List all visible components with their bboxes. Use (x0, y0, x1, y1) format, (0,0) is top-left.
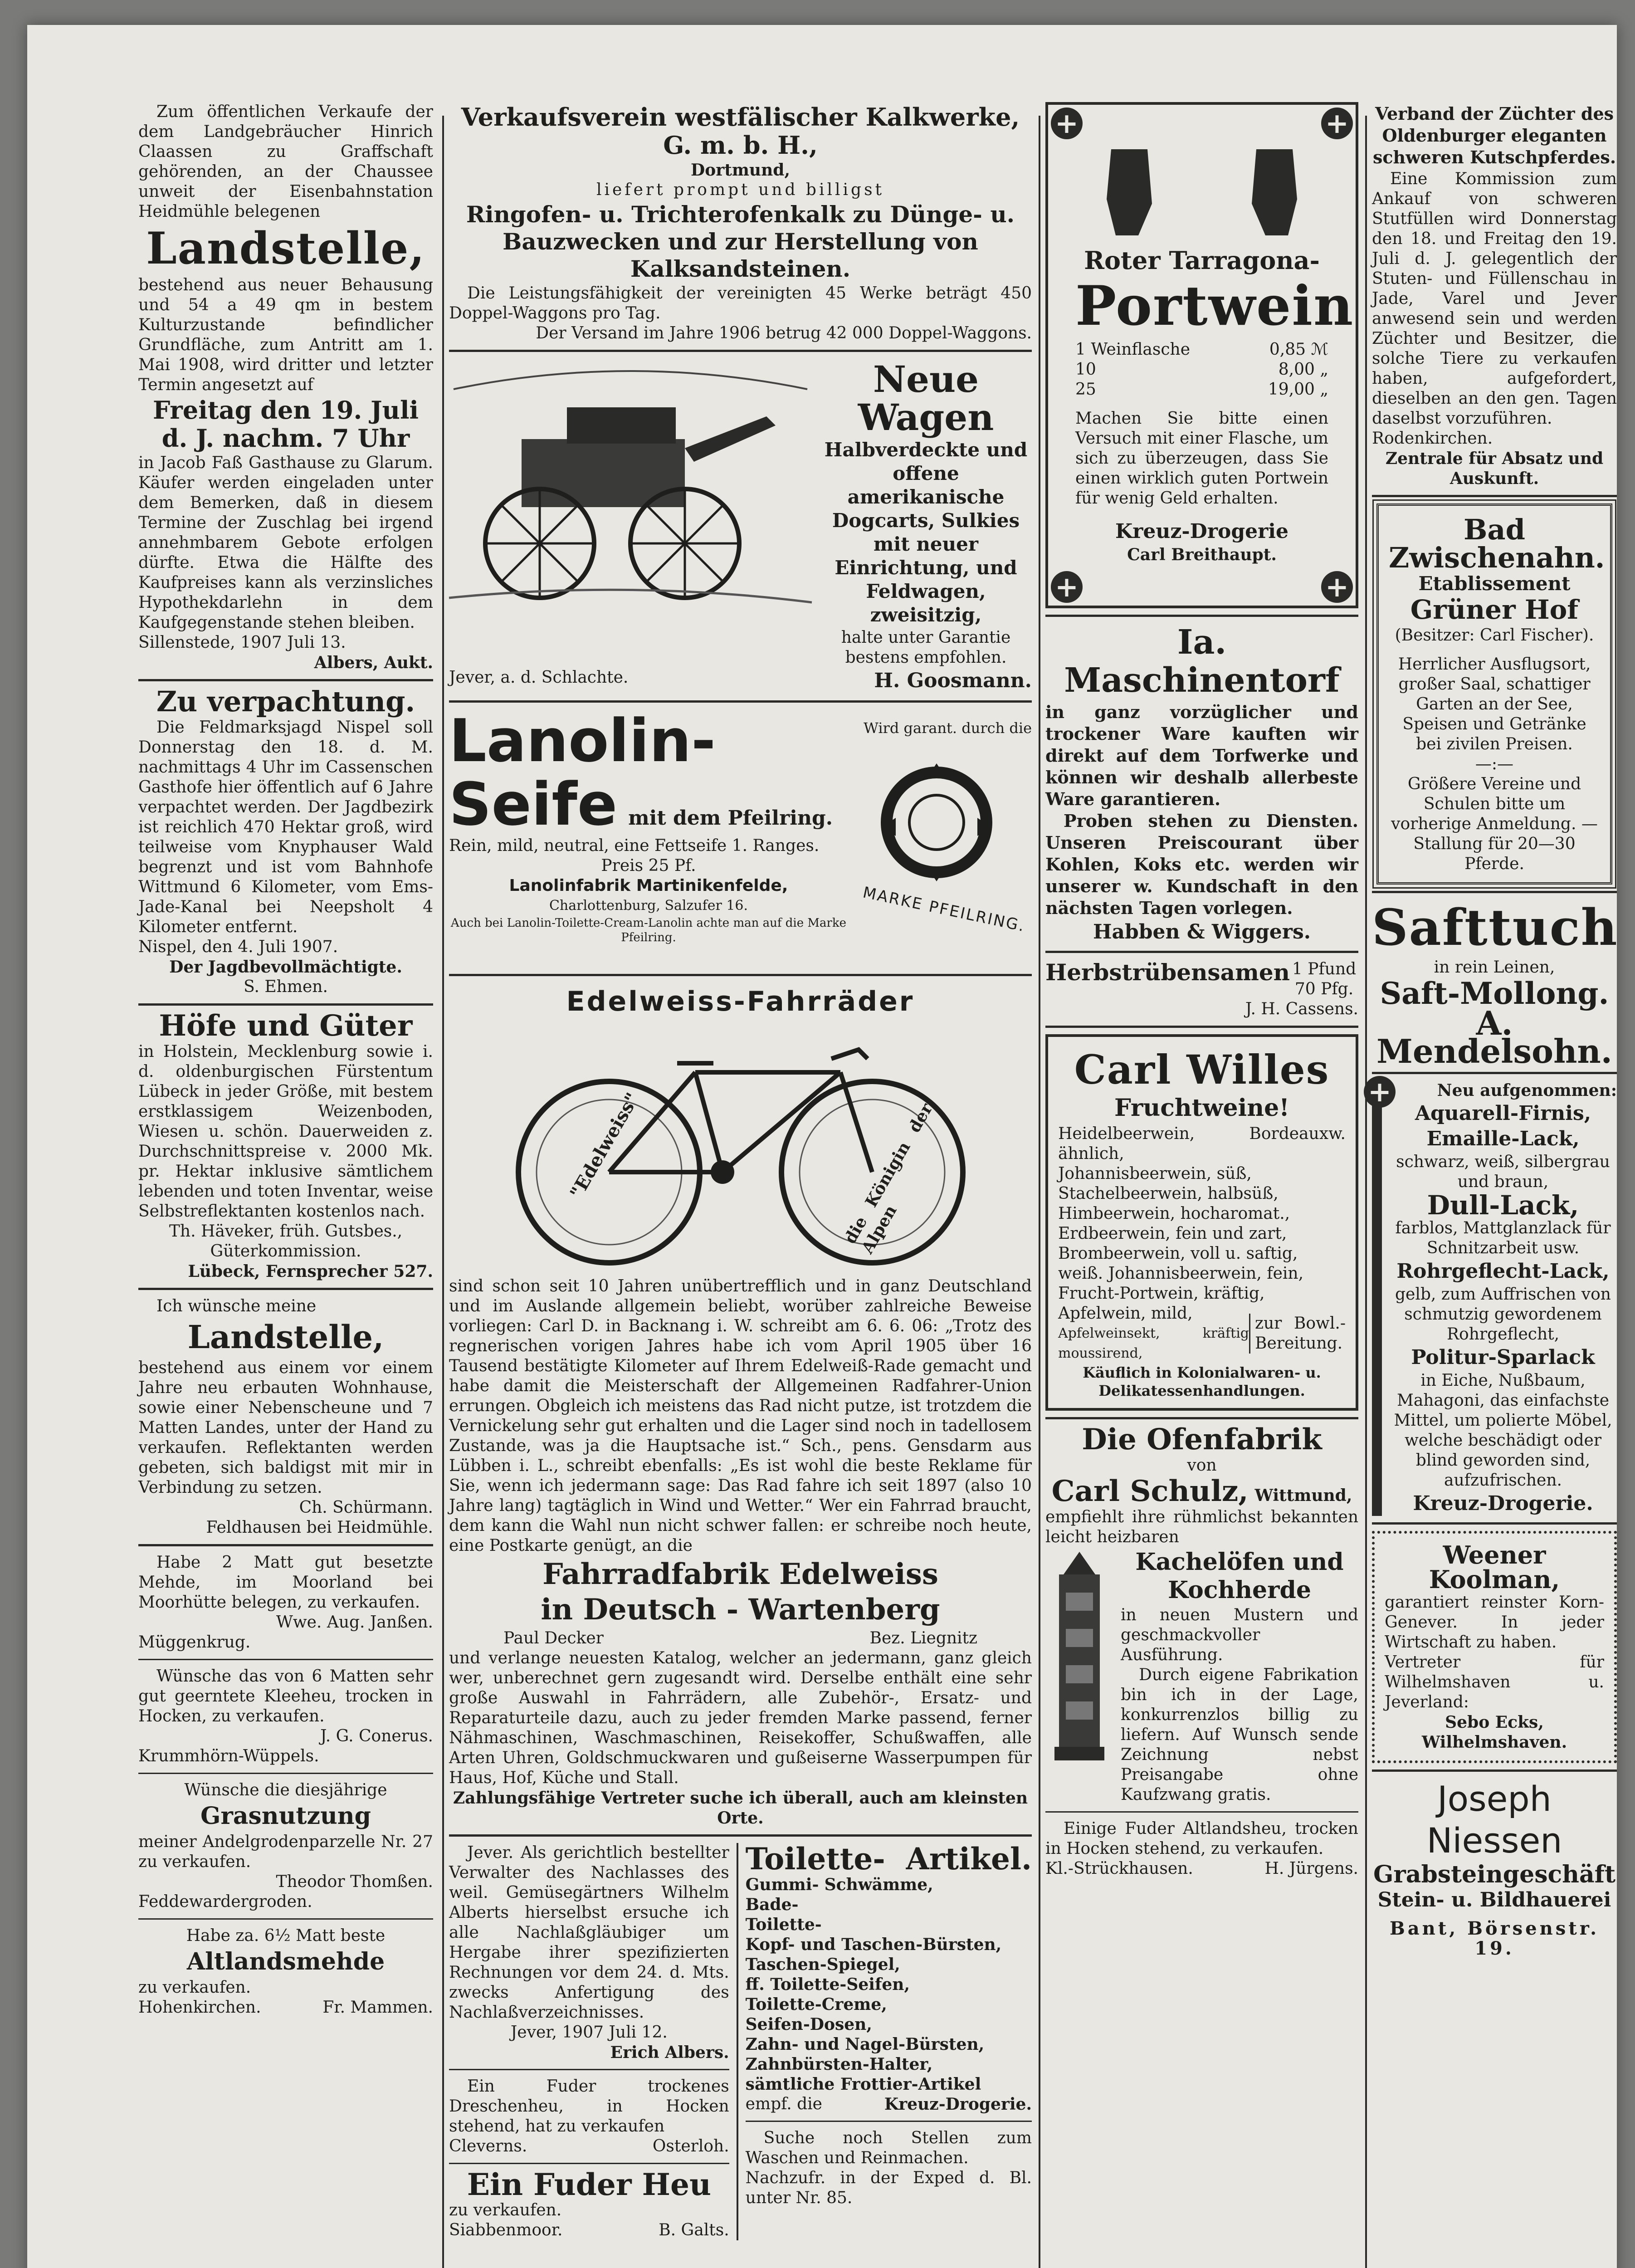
ad-place: Hohenkirchen. (138, 1998, 261, 2017)
divider (449, 974, 1032, 976)
ad-left: Gummi-Bade-Toilette- (745, 1875, 822, 1934)
ad-place: Siabbenmoor. (449, 2221, 563, 2239)
price-row (1075, 380, 1328, 400)
ad-intro: Zum öffentlichen Verkaufe der dem Landgebräucher Hinrich Claassen zu Graffschaft gehörenden, an der Chaussee unweit der Eisenbahnstation Heidmühle belegenen (138, 103, 433, 221)
ad-hoefe (138, 1009, 433, 1281)
ad-subtitle: Stein- u. Bildhauerei (1377, 1888, 1611, 1911)
ad-altland (138, 1926, 433, 2018)
ad-owner-row (449, 1628, 1032, 1648)
ad-place: Rodenkirchen. (1372, 429, 1493, 448)
ad-signer: J. G. Conerus. (320, 1727, 433, 1745)
ad-place: Feddewardergroden. (138, 1892, 312, 1911)
ad-item: Kopf- und Taschen-Bürsten, (745, 1935, 1002, 1954)
ad-title: Weener Koolman, (1429, 1540, 1560, 1594)
ad-signer: Wwe. Aug. Janßen. (276, 1613, 433, 1632)
lack-desc: in Eiche, Nußbaum, Mahagoni, das einfachste Mittel, um polierte Möbel, welche beschädigt oder blind geworden sind, aufzufrischen. (1394, 1371, 1612, 1490)
ad-item: Zahn- und Nagel-Bürsten, (745, 2035, 985, 2054)
ad-title: Joseph Niessen (1426, 1779, 1562, 1861)
bottom-right-ads (746, 1843, 1032, 2240)
ad-date: Freitag den 19. Juli d. J. nachm. 7 Uhr (153, 396, 419, 453)
price-qty: 1 Weinflasche (1075, 340, 1191, 359)
ad-tagline: liefert prompt und billigst (596, 181, 885, 199)
price-row (1075, 340, 1328, 360)
ad-item: Zahnbürsten-Halter, (745, 2055, 933, 2074)
ad-ofen-content (1045, 1547, 1358, 1805)
ad-body: Nachzufr. in der Exped d. Bl. unter Nr. 85. (745, 2169, 1032, 2207)
ad-subtitle: Etablissement (1418, 572, 1571, 595)
ad-mark: MARKE PFEILRING. (861, 883, 1028, 936)
divider (449, 2163, 729, 2164)
pfeilring-logo-icon (855, 759, 1018, 895)
price-row (1075, 360, 1328, 380)
divider (138, 1544, 433, 1546)
ad-subtitle: mit dem Pfeilring. (628, 807, 833, 830)
ad-title: Verband der Züchter des Oldenburger eleganten schweren Kutschpferdes. (1372, 103, 1616, 167)
ad-guarantee: Wird garant. durch die (863, 719, 1032, 737)
divider (138, 1003, 433, 1006)
ad-item: sämtliche Frottier-Artikel (745, 2075, 981, 2094)
ad-place: Nispel, den 4. Juli 1907. (138, 938, 338, 956)
ad-owner: Carl Breithaupt. (1127, 545, 1277, 564)
ad-place: Jever, 1907 Juli 12. (510, 2023, 668, 2042)
ad-body: in neuen Mustern und geschmackvoller Ausführung. (1121, 1606, 1358, 1664)
ad-title: Landstelle, (187, 1318, 384, 1356)
ad-line: weiß. Johannisbeerwein, fein, (1058, 1264, 1304, 1283)
ad-portwein (1045, 102, 1358, 608)
ad-body: Vertreter für Wilhelmshaven u. Jeverland: (1385, 1653, 1604, 1711)
ad-von: von (1187, 1456, 1217, 1475)
ad-samen (1045, 959, 1358, 1019)
ad-edelweiss (449, 982, 1032, 1828)
ad-note: Auch bei Lanolin-Toilette-Cream-Lanolin achte man auf die Marke Pfeilring. (450, 916, 847, 944)
column-1 (138, 102, 433, 2018)
ad-body: in Holstein, Mecklenburg sowie i. d. oldenburgischen Fürstentum Lübeck in jeder Größe, mit bestem erstklassigem Weizenboden, Wiesen u. schön. Dauerweiden z. Durchschnittspreise v. 2000 Mk. pr. Hektar inklusive sämtlichem lebenden und toten Inventar, weise Selbstreflektanten kostenlos nach. (138, 1042, 433, 1221)
ad-title: Herbstrübensamen (1045, 959, 1290, 986)
ad-firm: A. Mendelsohn. (1376, 1004, 1612, 1070)
ad-title: Neue Wagen (858, 358, 994, 439)
ad-signer: Cleverns. (449, 2137, 527, 2156)
ad-city: Dortmund, (691, 161, 790, 180)
ad-kalkwerke (449, 103, 1032, 343)
ad-bowl-group (1058, 1304, 1346, 1364)
ad-body: Herrlicher Ausflugsort, großer Saal, schattiger Garten an der See, Speisen und Getränke bei zivilen Preisen. (1398, 655, 1591, 753)
ad-head: Neu aufgenommen: (1437, 1081, 1617, 1100)
ad-title: Carl Willes (1074, 1046, 1330, 1093)
ad-signer: Theodor Thomßen. (276, 1872, 433, 1891)
ad-body: Durch eigene Fabrikation bin ich in der Lage, konkurrenzlos billig zu liefern. Auf Wunsch sende Zeichnung nebst Preisangabe ohne Kaufzwang gratis. (1121, 1666, 1358, 1804)
ad-role: Der Jagdbevollmächtigte. (169, 958, 402, 977)
ad-firm: Kreuz-Drogerie. (1413, 1492, 1593, 1515)
ad-text (820, 358, 1032, 668)
ad-title: Portwein (1075, 274, 1354, 338)
column-rule (1365, 116, 1367, 2268)
ad-title: Grasnutzung (200, 1802, 371, 1830)
ad-place: Sillenstede, 1907 Juli 13. (138, 633, 346, 652)
divider (1045, 1026, 1358, 1028)
ad-firm-row (1045, 1476, 1358, 1507)
ad-line: Himbeerwein, hocharomat., (1058, 1204, 1290, 1223)
ad-mehde (138, 1553, 433, 1652)
cross-icon: + (1364, 1076, 1396, 1108)
wheel-label-left: "Edelweiss" (565, 1089, 644, 1202)
ad-footer (138, 1998, 433, 2018)
ad-qty: 1 Pfund 70 Pfg. (1292, 960, 1357, 998)
ad-ofen (1045, 1422, 1358, 1805)
ad-line: Brombeerwein, voll u. saftig, (1058, 1244, 1298, 1263)
ad-signer: Th. Häveker, früh. Gutsbes., Güterkommission. (169, 1222, 403, 1261)
ad-body: in ganz vorzüglicher und trockener Ware kauften wir direkt auf dem Torfwerke und können wir deshalb allerbeste Ware garantieren. (1045, 702, 1358, 809)
ad-firm: in Deutsch - Wartenberg (541, 1593, 940, 1627)
ad-subtitle: Grabsteingeschäft (1373, 1861, 1616, 1888)
ad-footer (449, 2136, 729, 2156)
divider (138, 1288, 433, 1290)
ad-signer: Fr. Mammen. (322, 1998, 433, 2017)
bicycle-illustration (505, 1022, 976, 1276)
ad-title: Ein Fuder Heu (467, 2167, 711, 2202)
ad-line: Johannisbeerwein, süß, (1058, 1164, 1252, 1183)
ad-niessen (1372, 1778, 1617, 1959)
cross-icon: + (1051, 571, 1083, 603)
column-4 (1368, 102, 1618, 1959)
ad-body: sind schon seit 10 Jahren unübertrefflich und in ganz Deutschland und im Auslande allgemein beliebt, worüber zahlreiche Beweise vorliegen: Carl D. in Backnang i. W. schreibt am 6. 6. 06: „Trotz des regnerischen vorigen Jahres habe ich vom April 1905 über 16 Tausend bestätigte Kilometer auf Ihrem Edelweiß-Rade gemacht und habe damit die Meisterschaft der Allgemeinen Radfahrer-Union errungen. Obgleich ich meistens das Rad nicht putze, ist trotzdem die Vernickelung sehr gut erhalten und die Lager sind noch in tadellosem Zustande, was ja die Hauptsache ist.“ Sch., pens. Gensdarm aus Lübben i. L., schreibt ebenfalls: „Es ist wohl die beste Reklame für Sie, wenn ich jedermann sage: Das Rad fahre ich seit 1897 (also 10 Jahre lang) tagtäglich in Wind und Wetter.“ Wer ein Fahrrad braucht, dem kann die Wahl nun nicht schwer fallen: er schreibe noch heute, eine Postkarte genügt, an die (449, 1277, 1032, 1555)
ad-wagen (449, 358, 1032, 668)
ad-item: Taschen-Spiegel, (745, 1955, 900, 1974)
divider (449, 1834, 1032, 1837)
divider (449, 2069, 729, 2070)
ad-line: Heidelbeerwein, Bordeauxw. ähnlich, (1058, 1124, 1346, 1163)
price-value: 0,85 ℳ (1269, 340, 1328, 359)
ad-verband (1372, 103, 1617, 489)
ad-altlandheu (1045, 1819, 1358, 1879)
column-rule (1039, 116, 1040, 2268)
ad-place: Lübeck, Fernsprecher 527. (188, 1262, 433, 1281)
ad-body: Der Versand im Jahre 1906 betrug 42 000 Doppel-Waggons. (536, 324, 1032, 342)
ad-line: Apfelweinsekt, kräftig moussirend, (1058, 1325, 1249, 1361)
divider (1372, 1522, 1617, 1525)
ad-firm: Carl Schulz, (1051, 1474, 1249, 1508)
lack-desc: schwarz, weiß, silbergrau und braun, (1396, 1153, 1610, 1191)
ad-product: Kachelöfen und Kochherde (1135, 1548, 1344, 1604)
ad-right: Schwämme, (824, 1875, 933, 1894)
divider (138, 679, 433, 681)
ad-samen-row (1045, 959, 1358, 999)
ad-heu-1 (449, 2077, 729, 2156)
price-qty: 10 (1075, 360, 1096, 379)
ad-footer (449, 2220, 729, 2240)
pointing-hands-icon (1084, 145, 1320, 244)
ad-title: Altlandsmehde (186, 1948, 385, 1975)
ad-ofen-text (1121, 1547, 1358, 1805)
ad-gruener-hof (1376, 503, 1612, 885)
ad-willes (1045, 1034, 1358, 1411)
ad-body: Wünsche das von 6 Matten sehr gut geerntete Kleeheu, trocken in Hocken, zu verkaufen. (138, 1667, 433, 1725)
cross-icon: + (1051, 108, 1083, 139)
ad-price: Preis 25 Pf. (601, 856, 696, 875)
ad-subtitle: Saft-Mollong. (1380, 976, 1609, 1011)
lack-name: Politur-Sparlack (1411, 1346, 1595, 1369)
divider (1372, 1769, 1617, 1772)
ad-address: Bant, Börsenstr. 19. (1389, 1918, 1600, 1959)
ad-koolman (1372, 1531, 1617, 1763)
ad-lines (1058, 1124, 1346, 1364)
ad-title-row (745, 1841, 1032, 1877)
ad-lanolin (449, 706, 1032, 968)
column-rule (737, 1843, 738, 2240)
ad-place: Krummhörn-Wüppels. (138, 1747, 319, 1765)
ad-place: Kl.-Strückhausen. (1045, 1859, 1193, 1878)
ad-signer: Ch. Schürmann. (299, 1498, 433, 1517)
ad-owner: (Besitzer: Carl Fischer). (1395, 626, 1594, 645)
ad-safttuch (1372, 898, 1618, 1070)
ad-items (746, 1935, 1032, 2094)
ad-intro: Ich wünsche meine (156, 1297, 317, 1315)
ad-subtitle: in rein Leinen, (1434, 958, 1555, 977)
ad-body: Halbverdeckte und offene amerikanische Dogcarts, Sulkies mit neuer Einrichtung, und Feldwagen, zweisitzig, (824, 439, 1028, 626)
ad-body: Einige Fuder Altlandsheu, trocken in Hocken stehend, zu verkaufen. (1045, 1819, 1358, 1858)
ad-line: Frucht-Portwein, kräftig, (1058, 1284, 1265, 1303)
ad-body: Rein, mild, neutral, eine Fettseife 1. Ranges. (449, 836, 820, 855)
ad-title: Zu verpachtung. (156, 685, 415, 718)
divider (138, 1659, 433, 1660)
ad-body: Jever. Als gerichtlich bestellter Verwalter des Nachlasses des weil. Gemüsegärtners Wilhelm Alberts hierselbst ersuche ich alle Nachlaßgläubiger um Hergabe ihrer spezifizierten Rechnungen vor dem 24. d. Mts. zwecks Anfertigung des Nachlaßverzeichnisses. (449, 1843, 729, 2022)
ad-firm: Kreuz-Drogerie. (884, 2095, 1032, 2114)
ad-subtitle: Roter Tarragona- (1084, 246, 1320, 275)
ad-title: Seife (449, 770, 618, 839)
bottom-left-ads (449, 1843, 729, 2240)
ad-title: Die Ofenfabrik (1082, 1422, 1322, 1457)
ad-body: Eine Kommission zum Ankauf von schweren Stutfüllen wird Donnerstag den 18. und Freitag den 19. Juli d. J. gelegentlich der Stuten- und Füllenschau in Jade, Varel und Jever anwesend sein und werden Züchter und Besitzer, die solche Tiere zu verkaufen haben, aufgefordert, dieselben an den gen. Tagen daselbst vorzuführen. (1372, 170, 1617, 428)
lack-desc: gelb, zum Auffrischen von schmutzig gewordenem Rohrgeflecht, (1395, 1285, 1611, 1344)
ad-firm: H. Goosmann. (874, 669, 1032, 692)
lack-name: Emaille-Lack, (1426, 1127, 1580, 1150)
ad-firm: J. H. Cassens. (1245, 1000, 1358, 1018)
ad-firm: Kreuz-Drogerie (1115, 520, 1288, 543)
divider (1045, 615, 1358, 617)
ad-body: bestehend aus neuer Behausung und 54 a 49 qm in bestem Kulturzustande befindlicher Grundfläche, zum Antritt am 1. Mai 1908, wird dritter und letzter Termin angesetzt auf (138, 276, 433, 394)
ad-body: Ein Fuder trockenes Dreschenheu, in Hocken stehend, hat zu verkaufen (449, 2077, 729, 2136)
ad-district: Bez. Liegnitz (869, 1629, 977, 1647)
ad-footer: Zahlungsfähige Vertreter suche ich überall, auch am kleinsten Orte. (453, 1789, 1028, 1828)
ad-owner: Paul Decker (503, 1629, 604, 1647)
ad-body: garantiert reinster Korn-Genever. In jeder Wirtschaft zu haben. (1385, 1593, 1604, 1652)
ad-wagen-footer (449, 668, 1032, 694)
ad-subtitle: Fruchtweine! (1114, 1094, 1289, 1122)
newspaper-page (27, 25, 1617, 2268)
divider (746, 2121, 1032, 2122)
ad-body: Proben stehen zu Diensten. Unseren Preiscourant über Kohlen, Koks etc. werden wir unserer w. Kundschaft in den nächsten Tagen vorlegen. (1045, 811, 1358, 918)
ad-city: Wittmund, (1254, 1486, 1352, 1505)
ad-toilette (745, 1841, 1032, 2114)
divider (1045, 1417, 1358, 1419)
ad-klee (138, 1667, 433, 1766)
ad-body: und verlange neuesten Katalog, welcher an jedermann, ganz gleich wer, unberechnet gern zugesandt wird. Derselbe enthält eine sehr große Auswahl in Fahrrädern, alle Zubehör-, Ersatz- und Reparaturteile dazu, auch zu jeder fremden Marke passend, ferner Nähmaschinen, Waschmaschinen, Reisekoffer, Schußwaffen, alle Arten Uhren, Goldschmuckwaren und gußeiserne Wasserpumpen für Haus, Hof, Küche und Stall. (449, 1649, 1032, 1787)
ad-alberts (449, 1843, 729, 2063)
ad-heu-2 (449, 2167, 729, 2240)
ad-bowl: zur Bowl.-Bereitung. (1249, 1314, 1346, 1354)
ad-signer: Albers, Aukt. (314, 653, 433, 672)
ad-gras (138, 1780, 433, 1912)
ad-intro: Habe za. 6½ Matt beste (186, 1926, 386, 1945)
ad-title: Verkaufsverein westfälischer Kalkwerke, G. m. b. H., (461, 103, 1020, 160)
stove-icon (1045, 1547, 1113, 1765)
ad-firm: Habben & Wiggers. (1093, 920, 1311, 943)
ad-firm: Lanolinfabrik Martinikenfelde, (509, 876, 788, 895)
lack-name: Dull-Lack, (1427, 1190, 1579, 1221)
cross-icon: + (1321, 571, 1353, 603)
ad-jagd (138, 685, 433, 997)
ad-body: Die Leistungsfähigkeit der vereinigten 45 Werke beträgt 450 Doppel-Waggons pro Tag. (449, 284, 1032, 323)
divider (1372, 495, 1617, 497)
divider (449, 350, 1032, 352)
divider (138, 1918, 433, 1920)
ad-title: Höfe und Güter (159, 1009, 413, 1043)
column-2 (449, 102, 1032, 2240)
ad-body: in Jacob Faß Gasthause zu Glarum. Käufer werden eingeladen unter dem Bemerken, daß in diesem Termine der Zuschlag bei irgend annehmbarem Gebote erfolgen dürfte. Etwa die Hälfte des Kaufpreises kann als verzinsliches Hypothekdarlehn in dem Kaufgegenstande stehen bleiben. (138, 454, 433, 632)
ad-item: Toilette-Creme, (745, 1995, 887, 2014)
divider (1045, 1811, 1358, 1813)
ad-item: Seifen-Dosen, (745, 2015, 872, 2034)
ad-body: Die Feldmarksjagd Nispel soll Donnerstag den 18. d. M. nachmittags 4 Uhr im Cassenschen Gasthofe hier öffentlich auf 6 Jahre verpachtet werden. Der Jagdbezirk ist reichlich 470 Hektar groß, wird teilweise vom Knyphauser Wald begrenzt und ist vom Bahnhofe Wittmund 6 Kilometer, vom Ems-Jade-Kanal bei Neepsholt 4 Kilometer entfernt. (138, 718, 433, 936)
ad-torf (1045, 623, 1358, 944)
price-value: 19,00 „ (1268, 380, 1328, 399)
wheel-label-right: die Königin der Alpen (840, 1100, 937, 1257)
ad-signer: H. Jürgens. (1264, 1859, 1358, 1878)
ad-place: Osterloh. (652, 2137, 729, 2156)
ad-landstelle-1 (138, 102, 433, 673)
cross-icon: + (1321, 108, 1353, 139)
ad-body: meiner Andelgrodenparzelle Nr. 27 zu verkaufen. (138, 1833, 433, 1871)
ad-product: Ringofen- u. Trichterofenkalk zu Dünge- u. Bauzwecken und zur Herstellung von Kalksandsteinen. (466, 201, 1015, 282)
ad-role: Zentrale für Absatz und Auskunft. (1385, 449, 1604, 488)
ad-body: zu verkaufen. (449, 2201, 562, 2219)
ad-name: Grüner Hof (1410, 594, 1579, 625)
ad-line: Apfelwein, mild, (1058, 1304, 1193, 1323)
ad-body: bestehend aus einem vor einem Jahre neu erbauten Wohnhause, sowie einer Nebenscheune und 7 Matten Landes, unter der Hand zu verkaufen. Reflektanten werden gebeten, sich baldigst mit mir in Verbindung zu setzen. (138, 1359, 433, 1497)
ad-body: Suche noch Stellen zum Waschen und Reinmachen. (745, 2129, 1032, 2167)
divider (1045, 951, 1358, 953)
ad-footer-text: empf. die (745, 2095, 822, 2113)
price-value: 8,00 „ (1278, 360, 1328, 379)
ad-body: Größere Vereine und Schulen bitte um vorherige Anmeldung. — Stallung für 20—30 Pferde. (1391, 775, 1598, 873)
ad-agent: Sebo Ecks, Wilhelmshaven. (1421, 1713, 1567, 1752)
ad-item: ff. Toilette-Seifen, (745, 1975, 910, 1994)
ad-place: Müggenkrug. (138, 1633, 251, 1652)
ad-footer (746, 2094, 1032, 2114)
ad-line: Stachelbeerwein, halbsüß, (1058, 1184, 1279, 1203)
ad-address: Charlottenburg, Salzufer 16. (549, 898, 748, 914)
ad-stelle (746, 2128, 1032, 2208)
ad-signer: Erich Albers. (610, 2043, 729, 2062)
ad-title: Landstelle, (146, 223, 425, 274)
divider (1372, 1072, 1617, 1074)
ad-landstelle-2 (138, 1296, 433, 1538)
ad-title: Edelweiss-Fahrräder (566, 986, 915, 1017)
ad-place: Feldhausen bei Heidmühle. (206, 1518, 433, 1537)
ad-toilette-head (746, 1875, 1032, 1935)
ad-signer: B. Galts. (659, 2221, 729, 2239)
carriage-illustration (449, 362, 812, 616)
ad-separator: —:— (1475, 755, 1514, 773)
column-3 (1045, 102, 1358, 1879)
ad-title: Lanolin- (449, 706, 716, 775)
ad-title: Bad Zwischenahn. (1389, 513, 1605, 574)
ad-title: Ia. Maschinentorf (1064, 623, 1340, 700)
ad-footer (1045, 1859, 1358, 1879)
bottom-ads (449, 1843, 1032, 2240)
ad-title: Toilette- Artikel. (745, 1841, 1032, 1877)
ad-intro: Wünsche die diesjährige (184, 1781, 387, 1799)
ad-prices (1075, 340, 1328, 400)
lack-desc: farblos, Mattglanzlack für Schnitzarbeit usw. (1395, 1219, 1611, 1257)
ad-firm: Fahrradfabrik Edelweiss (542, 1557, 938, 1591)
ad-body: empfiehlt ihre rühmlichst bekannten leicht heizbaren (1045, 1508, 1358, 1546)
price-qty: 25 (1075, 380, 1096, 399)
ad-title: Safttuch (1372, 898, 1618, 957)
divider (1372, 891, 1617, 893)
divider (138, 1773, 433, 1774)
ad-lack (1368, 1075, 1617, 1516)
ad-line: Erdbeerwein, fein und zart, (1058, 1224, 1287, 1243)
ad-footer: Käuflich in Kolonialwaren- u. Delikatessenhandlungen. (1083, 1364, 1321, 1399)
ad-body: zu verkaufen. (138, 1978, 251, 1997)
ad-body: Machen Sie bitte einen Versuch mit einer Flasche, um sich zu überzeugen, dass Sie einen wirklich guten Portwein für wenig Geld erhalten. (1075, 409, 1328, 508)
divider (449, 700, 1032, 703)
ad-bowl-lines (1058, 1304, 1249, 1364)
lack-name: Aquarell-Firnis, (1415, 1102, 1591, 1125)
lack-name: Rohrgeflecht-Lack, (1396, 1260, 1610, 1283)
ad-body: halte unter Garantie bestens empfohlen. (841, 628, 1011, 667)
ad-signer: S. Ehmen. (244, 978, 328, 996)
column-rule (442, 116, 444, 2268)
ad-body: Habe 2 Matt gut besetzte Mehde, im Moorland bei Moorhütte belegen, zu verkaufen. (138, 1553, 433, 1612)
ad-place: Jever, a. d. Schlachte. (449, 668, 629, 687)
